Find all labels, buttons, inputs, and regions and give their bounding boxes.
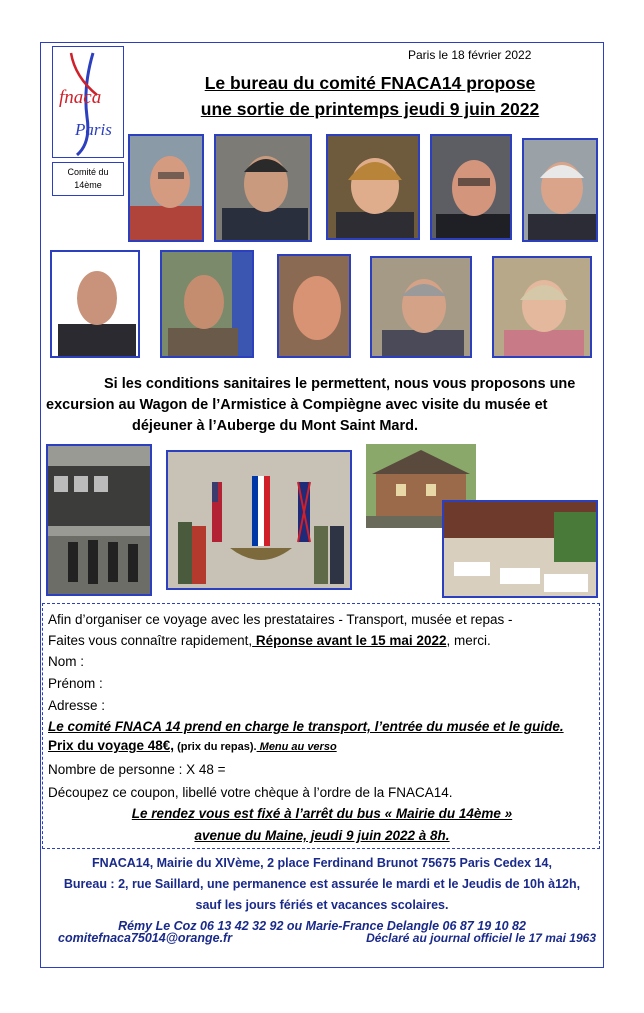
footer-office: Bureau : 2, rue Saillard, une permanence est assurée le mardi et le Jeudis de 10h à12h, xyxy=(63,877,581,891)
nom-field-label: Nom : xyxy=(48,654,85,669)
portrait-photo xyxy=(128,134,204,242)
museum-photo xyxy=(166,450,352,590)
restaurant-photo xyxy=(442,500,598,598)
footer-journal: Déclaré au journal officiel le 17 mai 1963 xyxy=(366,931,596,945)
footer-contact xyxy=(42,853,602,937)
intro-line2: excursion au Wagon de l’Armistice à Compiègne avec visite du musée et xyxy=(46,397,548,413)
page-title xyxy=(150,70,590,122)
logo-word-top: fnaca xyxy=(59,87,102,108)
portrait-photo xyxy=(430,134,512,240)
title-line2: une sortie de printemps jeudi 9 juin 2022 xyxy=(200,99,540,119)
portrait-photo xyxy=(277,254,351,358)
portrait-photo xyxy=(492,256,592,358)
coupon-line2: Faites vous connaître rapidement, Réponse avant le 15 mai 2022, merci. xyxy=(48,633,491,648)
response-deadline: Réponse avant le 15 mai 2022 xyxy=(252,633,447,648)
portrait-photo xyxy=(160,250,254,358)
fnaca-logo xyxy=(52,46,124,158)
registration-coupon xyxy=(42,603,600,849)
intro-paragraph xyxy=(46,374,594,437)
coverage-note: Le comité FNACA 14 prend en charge le transport, l’entrée du musée et le guide. xyxy=(48,719,564,734)
portrait-photo xyxy=(50,250,140,358)
logo-caption-line1: Comité du xyxy=(67,167,109,177)
prenom-field-label: Prénom : xyxy=(48,676,103,691)
logo-caption-line2: 14ème xyxy=(74,180,102,190)
coupon-line1: Afin d’organiser ce voyage avec les prestataires - Transport, musée et repas - xyxy=(48,612,513,627)
portrait-photo xyxy=(522,138,598,242)
logo-word-bottom: Paris xyxy=(75,120,112,139)
wagon-photo xyxy=(46,444,152,596)
footer-address: FNACA14, Mairie du XIVème, 2 place Ferdinand Brunot 75675 Paris Cedex 14, xyxy=(92,856,552,870)
footer-email: comitefnaca75014@orange.fr xyxy=(58,931,233,945)
adresse-field-label: Adresse : xyxy=(48,698,106,713)
price-line: Prix du voyage 48€, (prix du repas). Menu au verso xyxy=(48,738,337,753)
meeting-point-line1: Le rendez vous est fixé à l’arrêt du bus « Mairie du 14ème » xyxy=(131,806,513,821)
intro-line1: Si les conditions sanitaires le permettent, nous vous proposons une xyxy=(104,376,576,392)
portrait-photo xyxy=(370,256,472,358)
footer-exceptions: sauf les jours fériés et vacances scolaires. xyxy=(195,898,449,912)
title-line1: Le bureau du comité FNACA14 propose xyxy=(204,73,536,93)
people-count-line: Nombre de personne : X 48 = xyxy=(48,762,226,777)
portrait-photo xyxy=(326,134,420,240)
document-date: Paris le 18 février 2022 xyxy=(408,48,532,62)
logo-caption xyxy=(52,162,124,196)
meeting-point-line2: avenue du Maine, jeudi 9 juin 2022 à 8h. xyxy=(194,828,450,843)
portrait-photo xyxy=(214,134,312,242)
intro-line3: déjeuner à l’Auberge du Mont Saint Mard. xyxy=(132,418,418,434)
cheque-instructions: Découpez ce coupon, libellé votre chèque à l’ordre de la FNACA14. xyxy=(48,785,453,800)
footer-phones: Rémy Le Coz 06 13 42 32 92 ou Marie-France Delangle 06 87 19 10 82 xyxy=(118,919,526,933)
